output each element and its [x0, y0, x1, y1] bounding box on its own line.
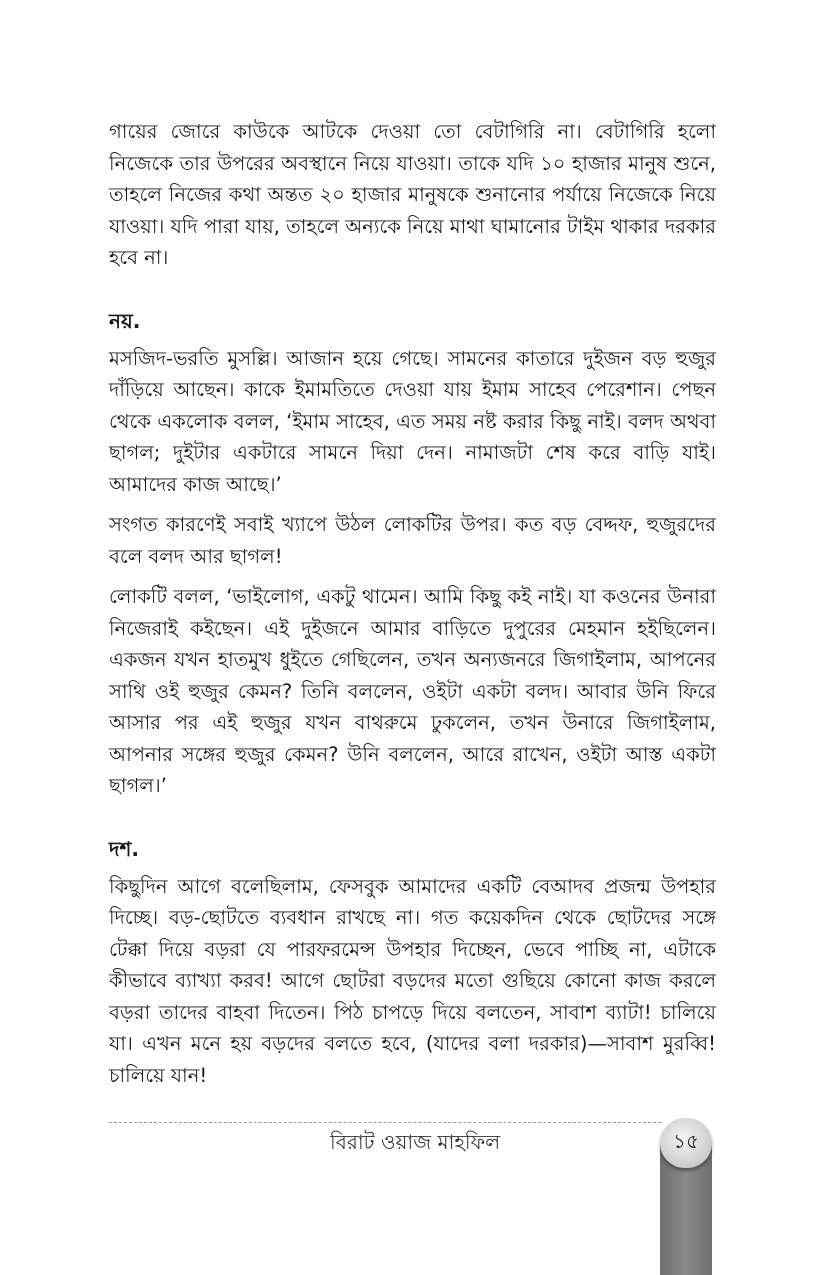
section-spacer: [109, 811, 716, 834]
page-number: ১৫: [673, 1128, 699, 1153]
section-ten-paragraph-1: কিছুদিন আগে বলেছিলাম, ফেসবুক আমাদের একটি বেআদব প্রজন্ম উপহার দিচ্ছে। বড়-ছোটতে ব্যবধান রাখছে না। গত কয়েকদিন থেকে ছোটদের সঙ্গে টেক্কা দিয়ে বড়রা যে পারফরমেন্স উপহার দিচ্ছেন, ভেবে পাচ্ছি না, এটাকে কীভাবে ব্যাখ্যা করব! আগে ছোটরা বড়দের মতো গুছিয়ে কোনো কাজ করলে বড়রা তাদের বাহবা দিতেন। পিঠ চাপড়ে দিয়ে বলতেন, সাবাশ ব্যাটা! চালিয়ে যা। এখন মনে হয় বড়দের বলতে হবে, (যাদের বলা দরকার)—সাবাশ মুরব্বি! চালিয়ে যান!: [109, 874, 716, 1087]
intro-paragraph: গায়ের জোরে কাউকে আটকে দেওয়া তো বেটাগিরি না। বেটাগিরি হলো নিজেকে তার উপরের অবস্থানে নিয়ে যাওয়া। তাকে যদি ১০ হাজার মানুষ শুনে, তাহলে নিজের কথা অন্তত ২০ হাজার মানুষকে শুনানোর পর্যায়ে নিজেকে নিয়ে যাওয়া। যদি পারা যায়, তাহলে অন্যকে নিয়ে মাথা ঘামানোর টাইম থাকার দরকার হবে না।: [109, 120, 716, 269]
section-nine-paragraph-2: সংগত কারণেই সবাই খ্যাপে উঠল লোকটির উপর। কত বড় বেদ্দফ, হুজুরদের বলে বলদ আর ছাগল!: [109, 513, 716, 568]
footer-dashed-rule: [109, 1122, 661, 1123]
section-nine-paragraph-1: মসজিদ-ভরতি মুসল্লি। আজান হয়ে গেছে। সামনের কাতারে দুইজন বড় হুজুর দাঁড়িয়ে আছেন। কাকে ইমামতিতে দেওয়া যায় ইমাম সাহেব পেরেশান। পেছন থেকে একলোক বলল, ‘ইমাম সাহেব, এত সময় নষ্ট করার কিছু নাই। বলদ অথবা ছাগল; দুইটার একটারে সামনে দিয়া দেন। নামাজটা শেষ করে বাড়ি যাই। আমাদের কাজ আছে।’: [109, 346, 716, 496]
page-number-badge: [660, 1118, 712, 1168]
page-body: [109, 116, 716, 1100]
section-heading-ten: দশ.: [109, 836, 139, 861]
footer-book-title: বিরাট ওয়াজ মাহফিল: [330, 1130, 501, 1154]
section-heading-nine: নয়.: [109, 308, 141, 333]
section-nine-paragraph-3: লোকটি বলল, ‘ভাইলোগ, একটু থামেন। আমি কিছু কই নাই। যা কওনের উনারা নিজেরাই কইছেন। এই দুইজনে আমার বাড়িতে দুপুরের মেহমান হইছিলেন। একজন যখন হাতমুখ ধুইতে গেছিলেন, তখন অন্যজনরে জিগাইলাম, আপনের সাথি ওই হুজুর কেমন? তিনি বললেন, ওইটা একটা বলদ। আবার উনি ফিরে আসার পর এই হুজুর যখন বাথরুমে ঢুকলেন, তখন উনারে জিগাইলাম, আপনার সঙ্গের হুজুর কেমন? উনি বললেন, আরে রাখেন, ওইটা আস্ত একটা ছাগল।’: [109, 585, 716, 797]
